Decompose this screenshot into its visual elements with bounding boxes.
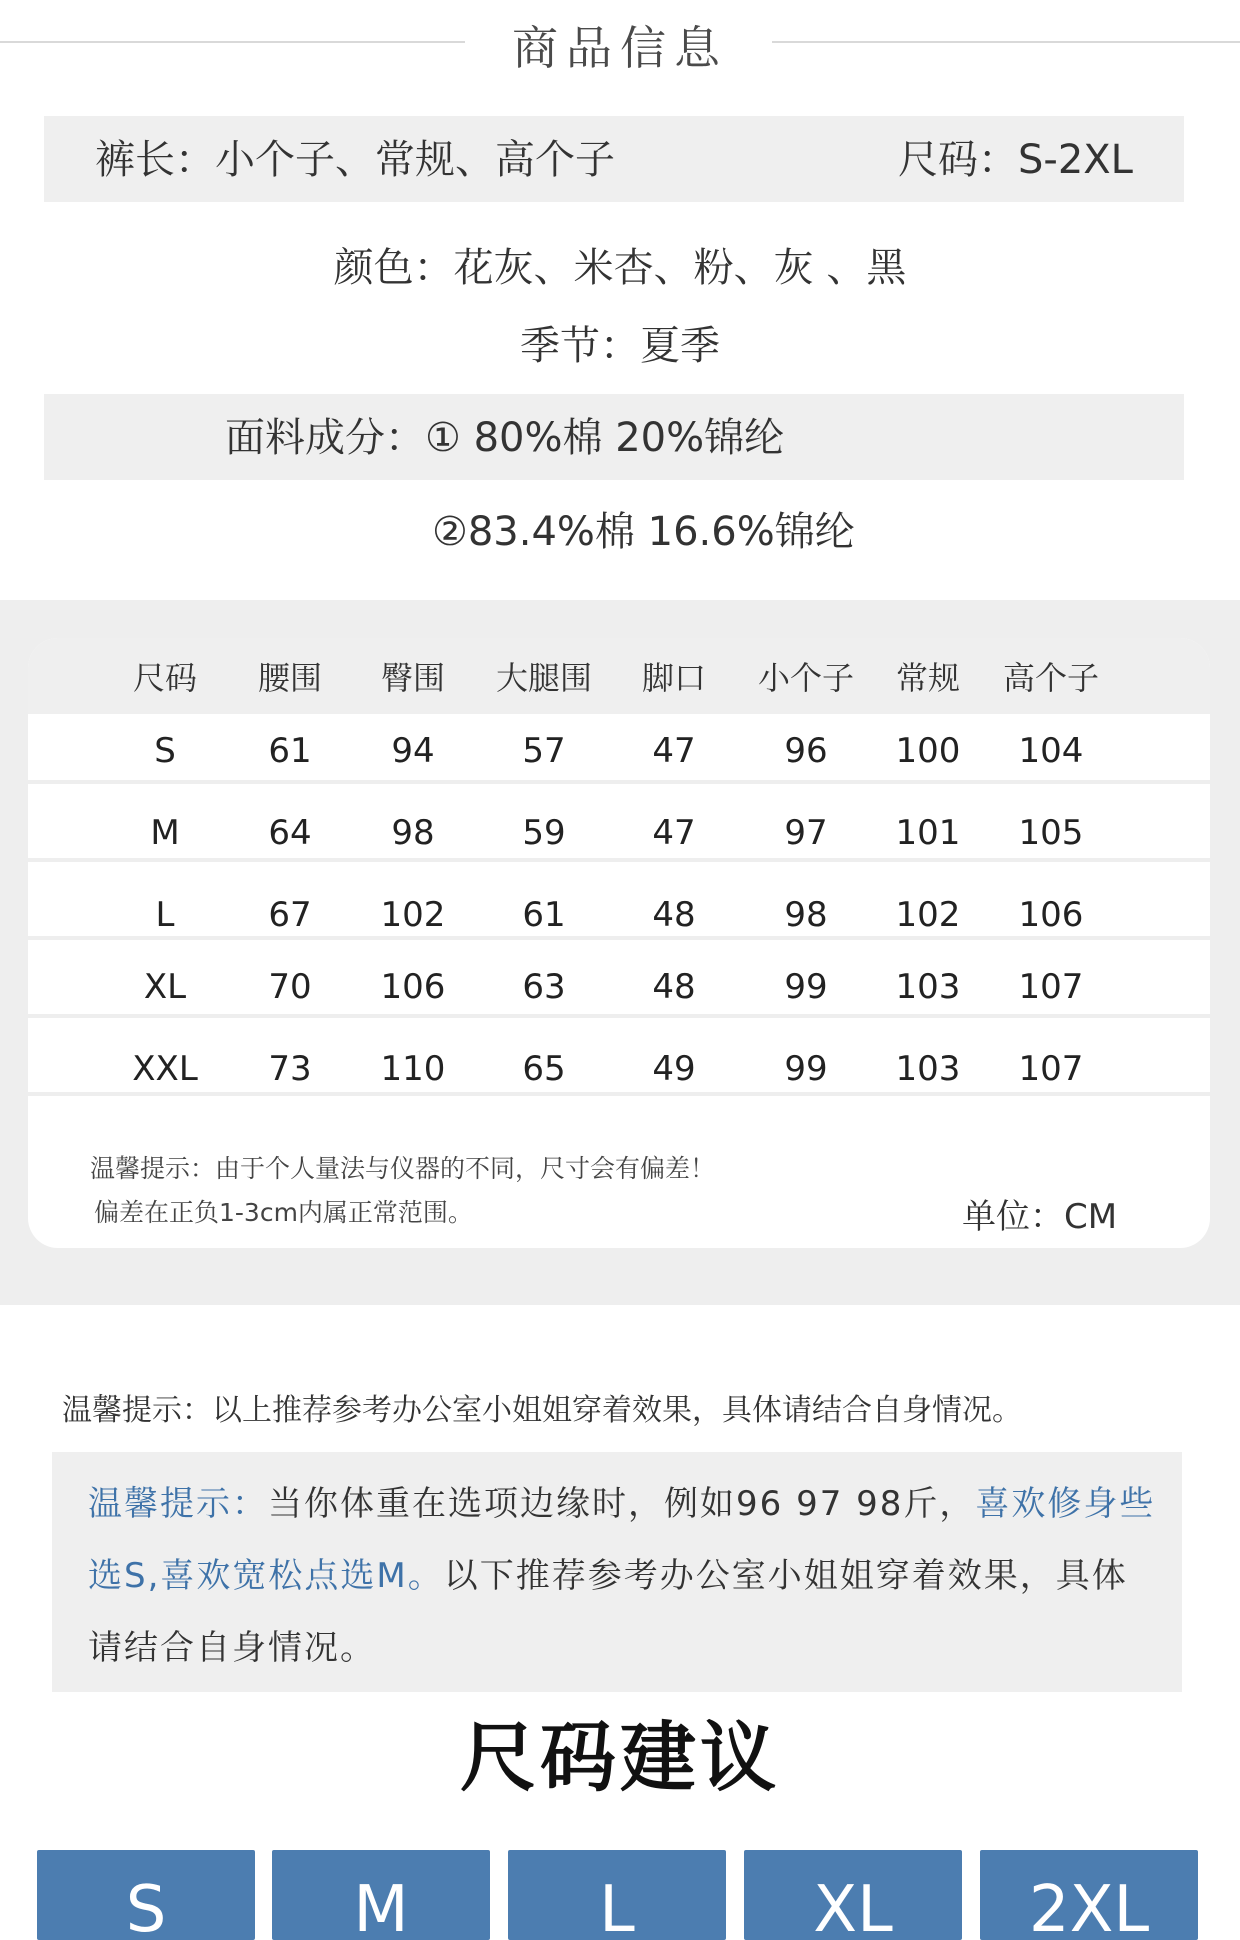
size-tip-body1: 当你体重在选项边缘时，例如96 97 98斤，	[268, 1484, 976, 1524]
size-tip-body2: 以下推荐参考办公室小姐姐穿着效果，具体请结合自身情况。	[88, 1556, 1128, 1668]
cell-petite: 99	[784, 1049, 828, 1089]
cell-size: L	[155, 895, 175, 935]
cell-waist: 61	[268, 731, 312, 771]
cell-size: M	[150, 813, 180, 853]
cell-tall: 104	[1018, 731, 1084, 771]
size-table-header	[28, 638, 1210, 714]
cell-tall: 106	[1018, 895, 1084, 935]
cell-hip: 102	[380, 895, 446, 935]
col-header-size: 尺码	[132, 659, 197, 697]
cell-tall: 107	[1018, 967, 1084, 1007]
size-range-info: 尺码：S-2XL	[898, 137, 1133, 183]
unit-label: 单位：CM	[962, 1197, 1118, 1237]
col-header-tall: 高个子	[1002, 659, 1099, 697]
size-tip-prefix: 温馨提示：	[88, 1484, 268, 1524]
cell-size: XL	[143, 967, 187, 1007]
cell-waist: 67	[268, 895, 312, 935]
cell-hem: 47	[652, 813, 696, 853]
size-option-m[interactable]: M	[272, 1850, 490, 1940]
cell-petite: 97	[784, 813, 828, 853]
table-row	[28, 784, 1210, 864]
cell-thigh: 61	[522, 895, 566, 935]
season-info: 季节：夏季	[520, 323, 720, 369]
cell-size: XXL	[132, 1049, 198, 1089]
cell-hem: 48	[652, 967, 696, 1007]
cell-tall: 107	[1018, 1049, 1084, 1089]
cell-regular: 102	[895, 895, 961, 935]
size-advice-title: 尺码建议	[460, 1713, 780, 1802]
cell-hem: 47	[652, 731, 696, 771]
fabric-alt-info: ②83.4%棉 16.6%锦纶	[432, 509, 855, 555]
cell-petite: 98	[784, 895, 828, 935]
cell-thigh: 63	[522, 967, 566, 1007]
measurement-tip-line1: 温馨提示：由于个人量法与仪器的不同，尺寸会有偏差！	[90, 1154, 716, 1183]
cell-regular: 101	[895, 813, 961, 853]
size-tip-text	[88, 1468, 1158, 1684]
table-row	[28, 1018, 1210, 1098]
size-option-2xl[interactable]: 2XL	[980, 1850, 1198, 1940]
recommendation-note: 温馨提示：以上推荐参考办公室小姐姐穿着效果，具体请结合自身情况。	[62, 1393, 1022, 1428]
header-divider-right	[772, 41, 1240, 43]
cell-regular: 103	[895, 967, 961, 1007]
cell-waist: 70	[268, 967, 312, 1007]
col-header-thigh: 大腿围	[495, 659, 592, 697]
col-header-hip: 臀围	[380, 659, 445, 697]
measurement-tip-line2: 偏差在正负1-3cm内属正常范围。	[94, 1198, 473, 1227]
cell-waist: 73	[268, 1049, 312, 1089]
pants-length-info: 裤长：小个子、常规、高个子	[95, 137, 615, 183]
fabric-info: 面料成分：① 80%棉 20%锦纶	[225, 415, 785, 461]
table-row	[28, 862, 1210, 942]
cell-thigh: 59	[522, 813, 566, 853]
cell-hem: 49	[652, 1049, 696, 1089]
cell-hip: 94	[391, 731, 435, 771]
section-title-product-info: 商品信息	[512, 21, 728, 75]
size-option-s[interactable]: S	[37, 1850, 255, 1940]
col-header-waist: 腰围	[257, 659, 322, 697]
size-option-l[interactable]: L	[508, 1850, 726, 1940]
cell-thigh: 57	[522, 731, 566, 771]
cell-petite: 99	[784, 967, 828, 1007]
col-header-petite: 小个子	[757, 659, 854, 697]
table-row	[28, 940, 1210, 1020]
cell-hem: 48	[652, 895, 696, 935]
row-divider	[28, 1092, 1210, 1096]
color-info: 颜色：花灰、米杏、粉、灰 、黑	[333, 245, 907, 291]
cell-hip: 106	[380, 967, 446, 1007]
col-header-hem: 脚口	[641, 659, 706, 697]
cell-regular: 100	[895, 731, 961, 771]
size-tip-highlight: 喜欢修身些选S,喜欢宽松点选M。	[88, 1484, 1156, 1596]
size-table-card	[28, 638, 1210, 1248]
cell-size: S	[154, 731, 176, 771]
cell-regular: 103	[895, 1049, 961, 1089]
size-tip-box	[52, 1452, 1182, 1692]
col-header-regular: 常规	[895, 659, 960, 697]
size-option-xl[interactable]: XL	[744, 1850, 962, 1940]
cell-hip: 110	[380, 1049, 446, 1089]
cell-hip: 98	[391, 813, 435, 853]
cell-petite: 96	[784, 731, 828, 771]
cell-waist: 64	[268, 813, 312, 853]
cell-tall: 105	[1018, 813, 1084, 853]
cell-thigh: 65	[522, 1049, 566, 1089]
